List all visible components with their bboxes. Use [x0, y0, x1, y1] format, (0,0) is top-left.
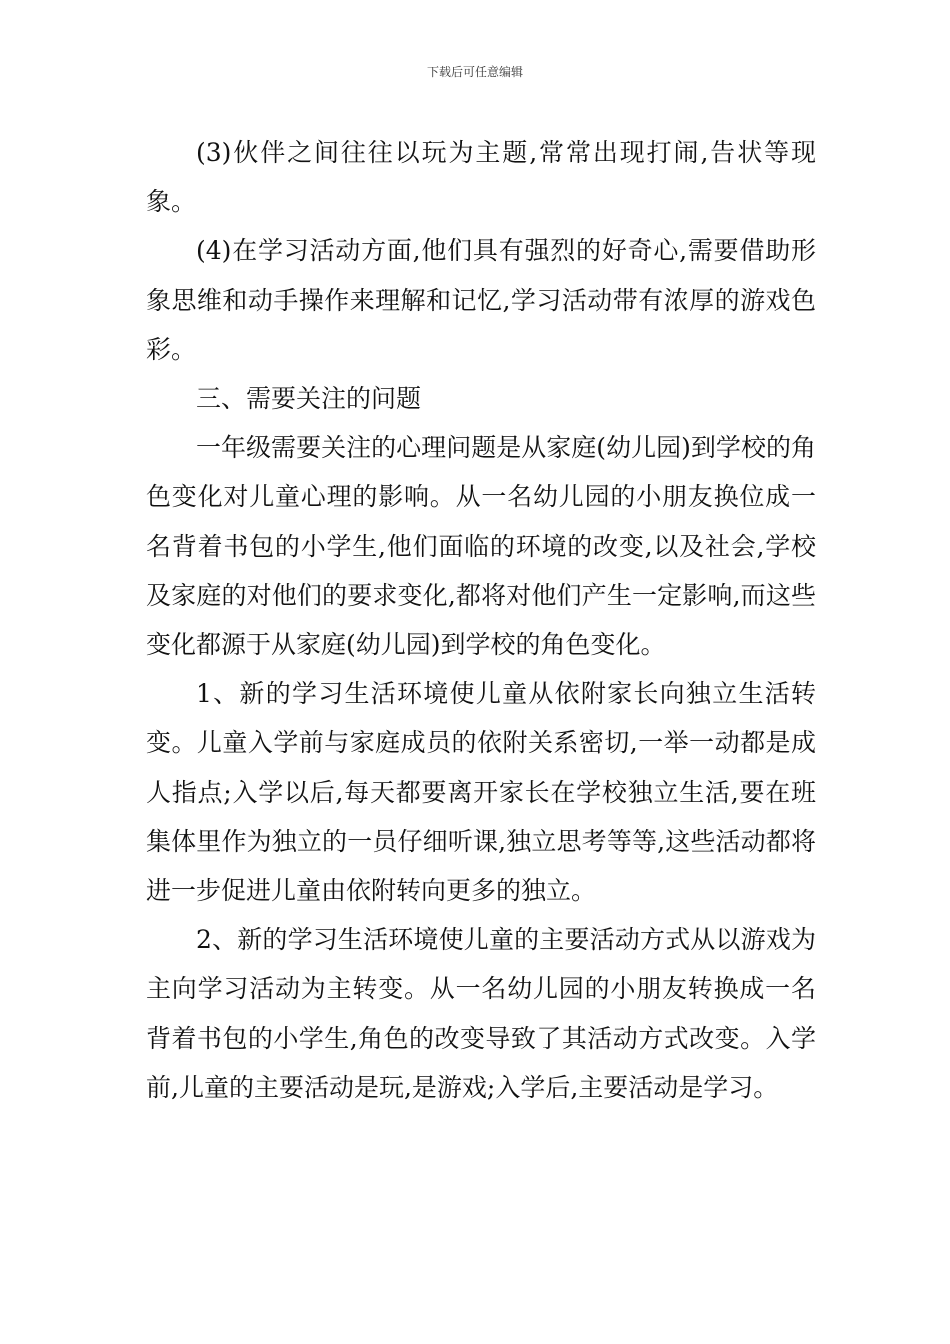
paragraph-intro: 一年级需要关注的心理问题是从家庭(幼儿园)到学校的角色变化对儿童心理的影响。从一名幼儿园的小朋友换位成一名背着书包的小学生,他们面临的环境的改变,以及社会,学校及家庭的对他们的要求变化,都将对他们产生一定影响,而这些变化都源于从家庭(幼儿园)到学校的角色变化。: [146, 433, 816, 660]
paragraph-item-2: 2、新的学习生活环境使儿童的主要活动方式从以游戏为主向学习活动为主转变。从一名幼儿园的小朋友转换成一名背着书包的小学生,角色的改变导致了其活动方式改变。入学前,儿童的主要活动是玩,是游戏;入学后,主要活动是学习。: [146, 925, 816, 1102]
section-heading: 三、需要关注的问题: [196, 384, 422, 414]
document-body: [146, 128, 816, 1112]
paragraph-point-4: (4)在学习活动方面,他们具有强烈的好奇心,需要借助形象思维和动手操作来理解和记忆,学习活动带有浓厚的游戏色彩。: [146, 236, 816, 364]
paragraph-point-3: (3)伙伴之间往往以玩为主题,常常出现打闹,告状等现象。: [146, 138, 816, 217]
paragraph-item-1: 1、新的学习生活环境使儿童从依附家长向独立生活转变。儿童入学前与家庭成员的依附关系密切,一举一动都是成人指点;入学以后,每天都要离开家长在学校独立生活,要在班集体里作为独立的一员仔细听课,独立思考等等,这些活动都将进一步促进儿童由依附转向更多的独立。: [146, 679, 816, 906]
page-header: 下载后可任意编辑: [426, 65, 523, 79]
